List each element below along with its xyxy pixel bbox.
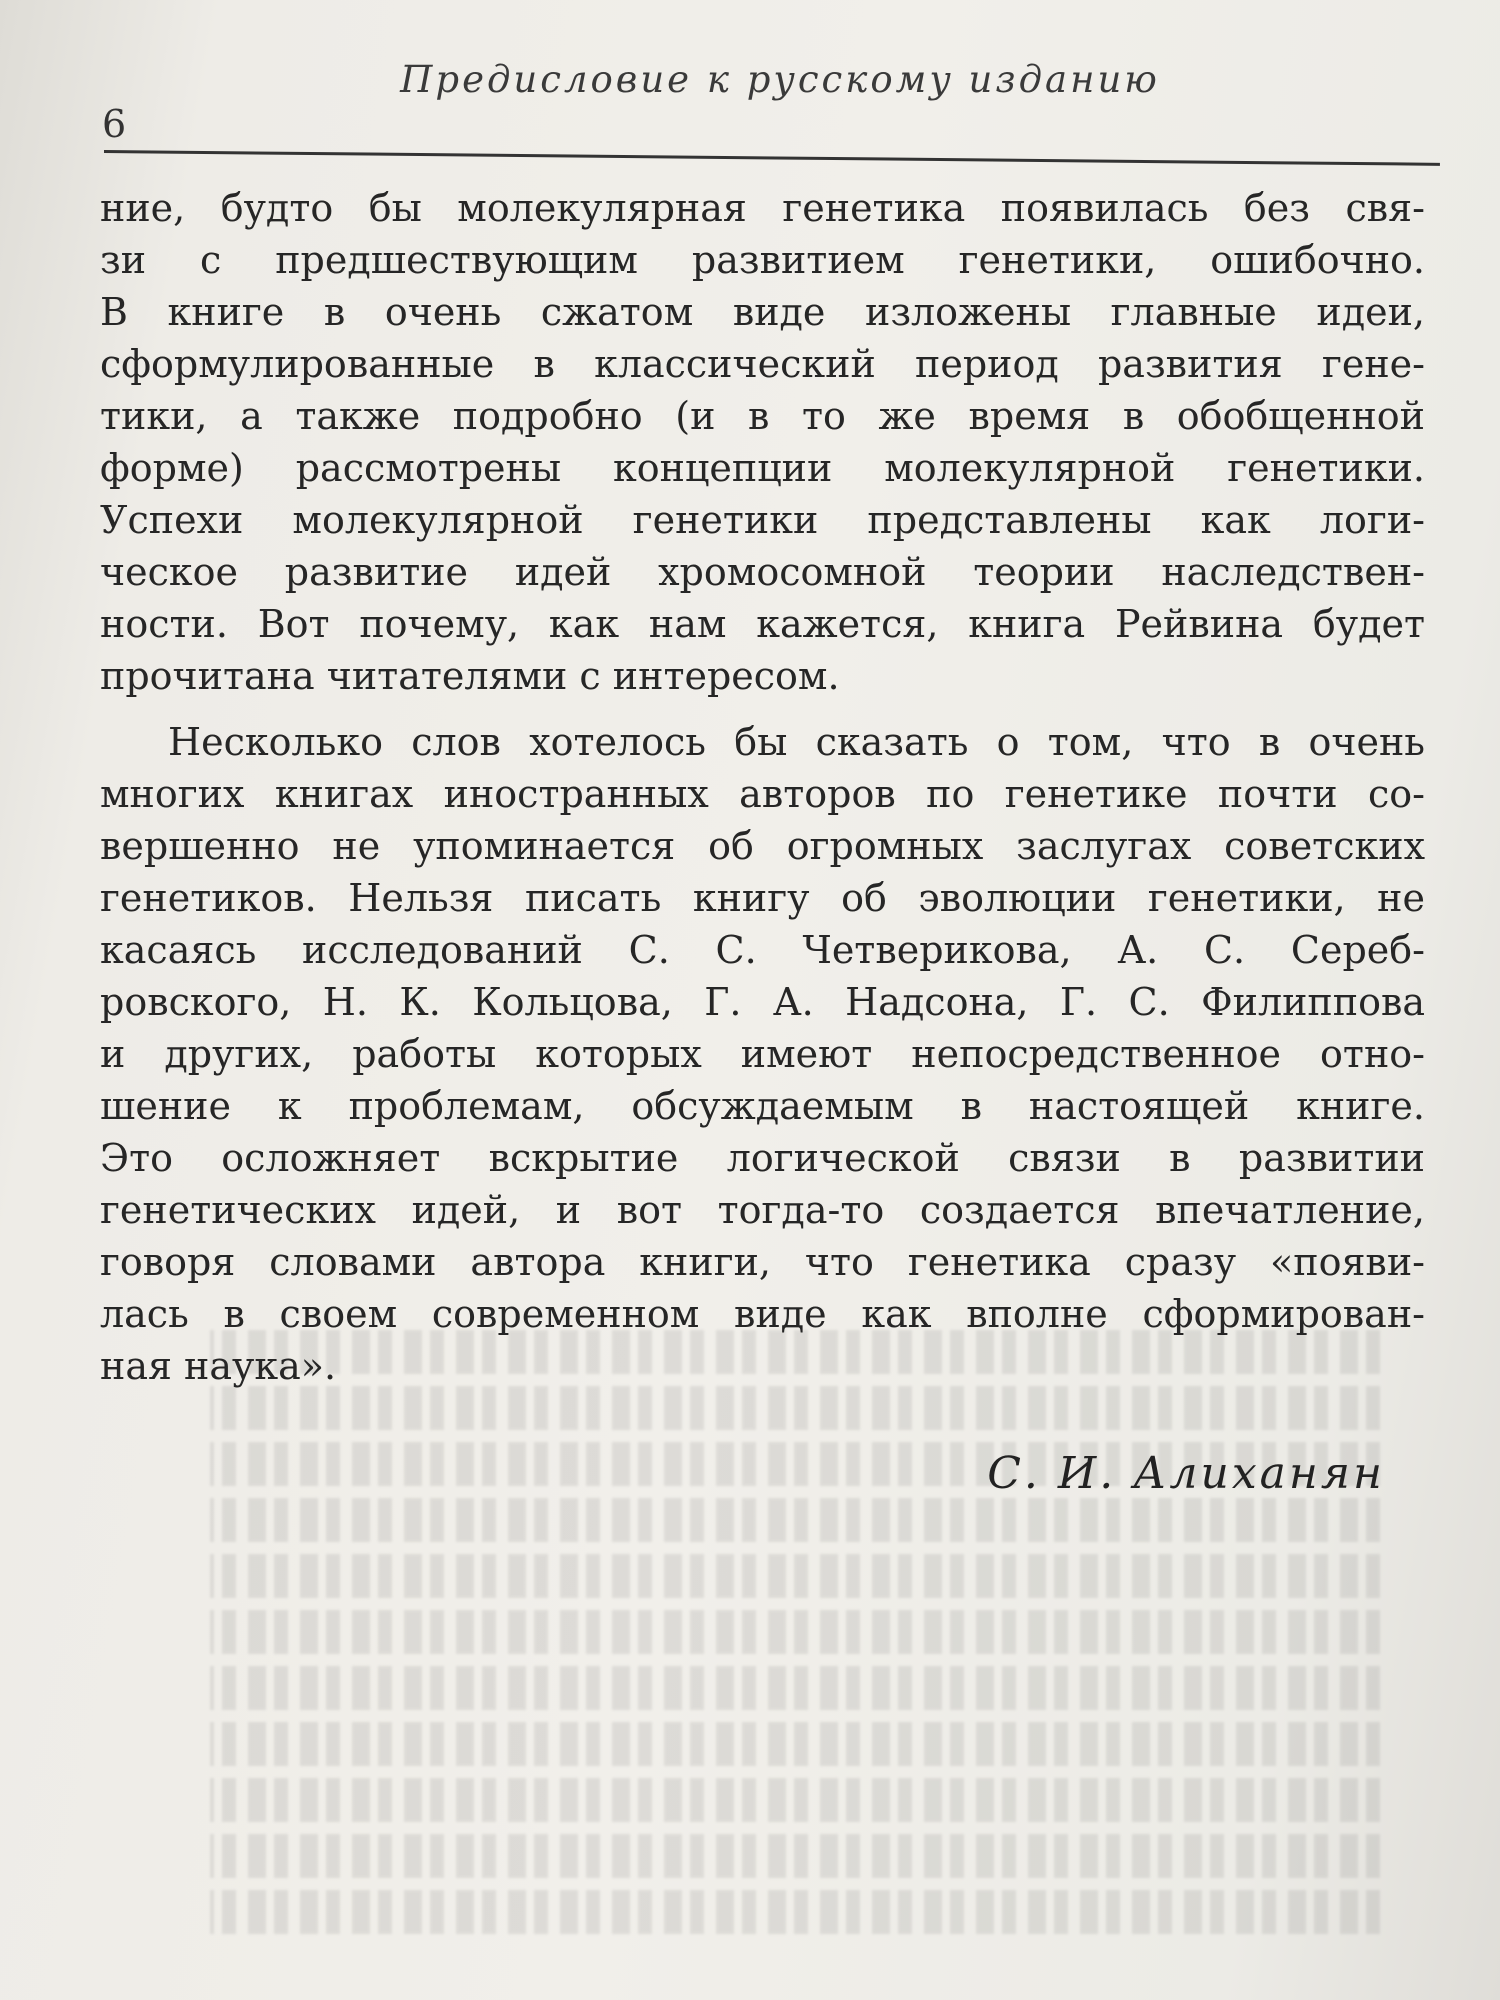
paragraph-gap	[100, 702, 1425, 716]
bleed-line	[210, 1778, 1380, 1822]
text-line: многих книгах иностранных авторов по генетике почти со-	[100, 772, 1425, 816]
text-line: генетиков. Нельзя писать книгу об эволюции генетики, не	[100, 876, 1425, 920]
bleed-line	[210, 1610, 1380, 1654]
page-number: 6	[102, 102, 127, 146]
body-text	[100, 182, 1425, 1392]
text-line: зи с предшествующим развитием генетики, ошибочно.	[100, 238, 1425, 282]
text-line: ная наука».	[100, 1344, 337, 1388]
text-line: сформулированные в классический период развития гене-	[100, 342, 1425, 386]
text-line: Успехи молекулярной генетики представлены как логи-	[100, 498, 1425, 542]
running-title: Предисловие к русскому изданию	[400, 58, 1160, 101]
text-line: В книге в очень сжатом виде изложены главные идеи,	[100, 290, 1425, 334]
bleed-line	[210, 1554, 1380, 1598]
bleed-line	[210, 1890, 1380, 1934]
bleed-line	[210, 1834, 1380, 1878]
bleed-line	[210, 1666, 1380, 1710]
text-line: ности. Вот почему, как нам кажется, книга Рейвина будет	[100, 602, 1425, 646]
text-line: и других, работы которых имеют непосредственное отно-	[100, 1032, 1425, 1076]
author-signature: С. И. Алиханян	[987, 1448, 1385, 1499]
text-line: говоря словами автора книги, что генетика сразу «появи-	[100, 1240, 1425, 1284]
text-line: Это осложняет вскрытие логической связи в развитии	[100, 1136, 1425, 1180]
text-line: форме) рассмотрены концепции молекулярной генетики.	[100, 446, 1425, 490]
text-line: генетических идей, и вот тогда-то создается впечатление,	[100, 1188, 1425, 1232]
text-line: ческое развитие идей хромосомной теории наследствен-	[100, 550, 1425, 594]
text-line: ровского, Н. К. Кольцова, Г. А. Надсона, Г. С. Филиппова	[100, 980, 1425, 1024]
paragraph-2	[100, 716, 1425, 1392]
paragraph-1	[100, 182, 1425, 702]
text-line: Несколько слов хотелось бы сказать о том, что в очень	[168, 720, 1425, 764]
text-line: тики, а также подробно (и в то же время в обобщенной	[100, 394, 1425, 438]
text-line: прочитана читателями с интересом.	[100, 654, 840, 698]
bleed-line	[210, 1386, 1380, 1430]
text-line: вершенно не упоминается об огромных заслугах советских	[100, 824, 1425, 868]
bleed-through-text	[210, 1330, 1380, 1970]
bleed-line	[210, 1498, 1380, 1542]
text-line: касаясь исследований С. С. Четверикова, А. С. Сереб-	[100, 928, 1425, 972]
bleed-line	[210, 1722, 1380, 1766]
text-line: лась в своем современном виде как вполне сформирован-	[100, 1292, 1425, 1336]
header-rule	[104, 150, 1440, 166]
text-line: шение к проблемам, обсуждаемым в настоящей книге.	[100, 1084, 1425, 1128]
text-line: ние, будто бы молекулярная генетика появилась без свя-	[100, 186, 1425, 230]
